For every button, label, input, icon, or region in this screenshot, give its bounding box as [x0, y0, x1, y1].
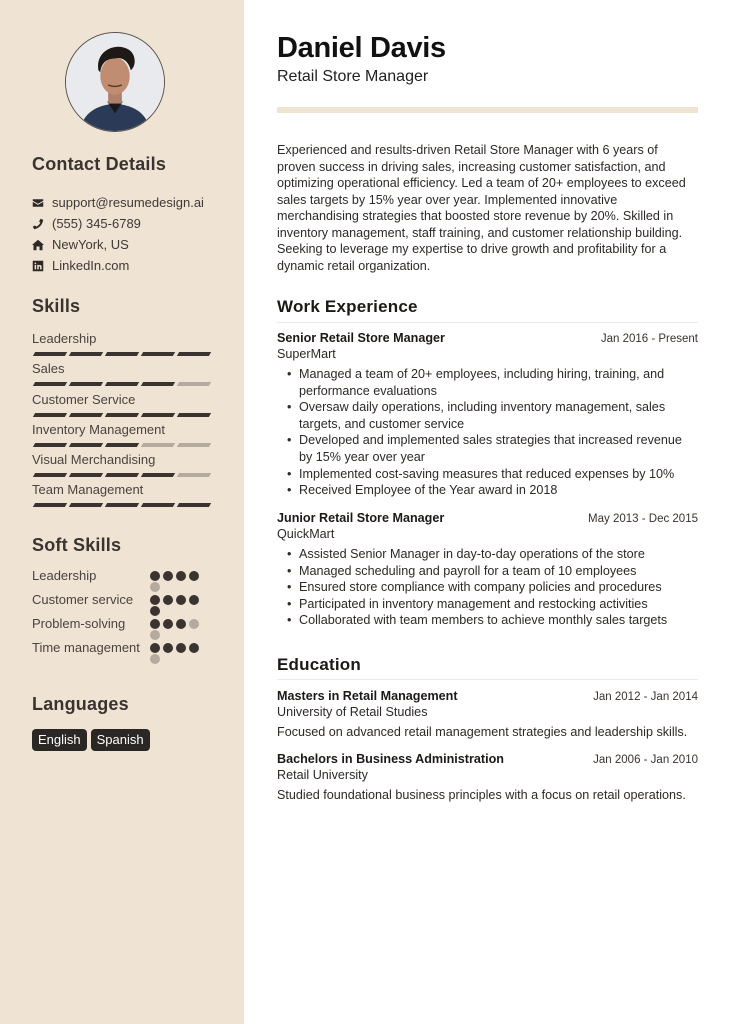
skill-bar-segment: [69, 413, 103, 417]
skill-bar-segment: [33, 413, 67, 417]
job-bullets: [277, 546, 698, 629]
soft-skills-list: [32, 568, 222, 664]
skill-bar-segment: [69, 473, 103, 477]
linkedin-icon: [32, 260, 52, 272]
skill-bar-segment: [105, 443, 139, 447]
skill-bar-segment: [105, 503, 139, 507]
skill-name: Inventory Management: [32, 421, 165, 437]
skill-item: [32, 360, 214, 390]
soft-skill-name: Leadership: [32, 568, 97, 583]
header-divider: [277, 107, 698, 113]
rating-dot-icon: [176, 571, 186, 581]
soft-skill-name: Time management: [32, 640, 140, 655]
soft-skill-item: [32, 592, 222, 616]
education-dates: Jan 2006 - Jan 2010: [593, 754, 698, 766]
skill-bar-segment: [33, 352, 67, 356]
candidate-name: Daniel Davis: [277, 32, 446, 64]
rating-dot-icon: [150, 595, 160, 605]
education-description: Focused on advanced retail management strategies and leadership skills.: [277, 725, 688, 739]
rating-dot-icon: [163, 619, 173, 629]
skill-level-bar: [32, 443, 214, 447]
job-title: Junior Retail Store Manager: [277, 511, 445, 525]
envelope-icon: [32, 197, 52, 209]
rating-dot-icon: [176, 619, 186, 629]
rating-dot-icon: [189, 619, 199, 629]
job-company: QuickMart: [277, 527, 335, 541]
skill-item: [32, 330, 214, 360]
job-bullet: • Implemented cost-saving measures that reduced expenses by 10%: [287, 466, 698, 483]
skill-bar-segment: [141, 503, 175, 507]
skills-list: [32, 330, 214, 512]
job-bullet: • Collaborated with team members to achieve monthly sales targets: [287, 612, 698, 629]
education-description: Studied foundational business principles with a focus on retail operations.: [277, 788, 686, 802]
job-bullet: • Assisted Senior Manager in day-to-day operations of the store: [287, 546, 698, 563]
skill-item: [32, 451, 214, 481]
language-tag: Spanish: [91, 729, 150, 751]
job-bullet: • Developed and implemented sales strategies that increased revenue by 15% year over year: [287, 432, 698, 465]
rating-dot-icon: [150, 582, 160, 592]
education-entry: [277, 689, 698, 741]
languages-list: [32, 729, 150, 751]
language-tag: English: [32, 729, 87, 751]
job-entry: [277, 511, 698, 629]
skill-level-bar: [32, 352, 214, 356]
skill-bar-segment: [177, 352, 211, 356]
education-dates: Jan 2012 - Jan 2014: [593, 691, 698, 703]
skills-section-title: Skills: [32, 296, 81, 316]
rating-dot-icon: [163, 571, 173, 581]
languages-section-title: Languages: [32, 694, 129, 714]
skill-item: [32, 481, 214, 511]
contact-section-title: Contact Details: [32, 154, 167, 174]
rating-dot-icon: [176, 643, 186, 653]
summary-text: Experienced and results-driven Retail Store Manager with 6 years of proven success in driving sales, increasing customer satisfaction, and optimizing operational efficiency. Led a team of 20+ employees to exceed sales targets by 15% year over year. Implemented innovative merchandising strategies that boosted store revenue by 20%. Skilled in inventory management, staff training, and customer relationship building. Seeking to leverage my expertise to drive growth and profitability for a dynamic retail organization.: [277, 143, 686, 273]
job-company: SuperMart: [277, 347, 336, 361]
job-dates: Jan 2016 - Present: [600, 333, 698, 345]
soft-skill-rating: [150, 640, 202, 664]
rating-dot-icon: [163, 595, 173, 605]
skill-bar-segment: [105, 382, 139, 386]
job-bullet: • Participated in inventory management and restocking activities: [287, 596, 698, 613]
job-bullet: • Managed a team of 20+ employees, including hiring, training, and performance evaluations: [287, 366, 698, 399]
contact-phone-text: (555) 345-6789: [52, 216, 141, 231]
rating-dot-icon: [150, 619, 160, 629]
skill-name: Team Management: [32, 482, 144, 498]
soft-skill-item: [32, 616, 222, 640]
home-icon: [32, 239, 52, 251]
rating-dot-icon: [150, 654, 160, 664]
skill-level-bar: [32, 413, 214, 417]
education-entry: [277, 752, 698, 804]
skill-bar-segment: [177, 382, 211, 386]
skill-name: Sales: [32, 361, 65, 377]
soft-skill-item: [32, 640, 222, 664]
school-name: University of Retail Studies: [277, 705, 428, 719]
rating-dot-icon: [150, 643, 160, 653]
contact-list: [32, 192, 232, 276]
skill-level-bar: [32, 503, 214, 507]
contact-email[interactable]: [32, 192, 232, 213]
skill-bar-segment: [177, 413, 211, 417]
skill-item: [32, 421, 214, 451]
degree-title: Bachelors in Business Administration: [277, 752, 504, 766]
skill-name: Visual Merchandising: [32, 452, 156, 468]
skill-bar-segment: [33, 473, 67, 477]
skill-bar-segment: [69, 503, 103, 507]
soft-skill-item: [32, 568, 222, 592]
job-bullet: • Received Employee of the Year award in 2018: [287, 482, 698, 499]
skill-bar-segment: [141, 413, 175, 417]
skill-bar-segment: [177, 443, 211, 447]
skill-bar-segment: [141, 443, 175, 447]
phone-icon: [32, 218, 52, 230]
contact-linkedin-text: LinkedIn.com: [52, 258, 130, 273]
skill-bar-segment: [105, 473, 139, 477]
job-bullet: • Ensured store compliance with company policies and procedures: [287, 579, 698, 596]
rating-dot-icon: [189, 643, 199, 653]
job-entry: [277, 331, 698, 499]
education-section-divider: [277, 679, 698, 680]
skill-level-bar: [32, 382, 214, 386]
skill-bar-segment: [33, 382, 67, 386]
soft-skill-name: Customer service: [32, 592, 134, 607]
job-bullet: • Oversaw daily operations, including inventory management, sales targets, and customer service: [287, 399, 698, 432]
skill-bar-segment: [69, 382, 103, 386]
job-dates: May 2013 - Dec 2015: [588, 513, 698, 525]
rating-dot-icon: [150, 606, 160, 616]
job-title: Senior Retail Store Manager: [277, 331, 445, 345]
skill-bar-segment: [177, 473, 211, 477]
candidate-title: Retail Store Manager: [277, 68, 429, 85]
skill-bar-segment: [141, 382, 175, 386]
soft-skill-name: Problem-solving: [32, 616, 126, 631]
contact-linkedin[interactable]: [32, 255, 232, 276]
skill-bar-segment: [105, 352, 139, 356]
work-section-title: Work Experience: [277, 297, 418, 316]
job-bullet: • Managed scheduling and payroll for a team of 10 employees: [287, 563, 698, 580]
degree-title: Masters in Retail Management: [277, 689, 458, 703]
skill-item: [32, 391, 214, 421]
skill-bar-segment: [105, 413, 139, 417]
avatar: [65, 32, 165, 132]
rating-dot-icon: [163, 643, 173, 653]
contact-email-text: support@resumedesign.ai: [52, 195, 204, 210]
skill-bar-segment: [69, 443, 103, 447]
soft-skills-section-title: Soft Skills: [32, 535, 122, 555]
contact-phone[interactable]: [32, 213, 232, 234]
rating-dot-icon: [150, 571, 160, 581]
rating-dot-icon: [189, 595, 199, 605]
soft-skill-rating: [150, 592, 202, 616]
rating-dot-icon: [150, 630, 160, 640]
skill-name: Leadership: [32, 331, 97, 346]
skill-bar-segment: [33, 443, 67, 447]
skill-bar-segment: [69, 352, 103, 356]
skill-bar-segment: [177, 503, 211, 507]
soft-skill-rating: [150, 616, 202, 640]
education-section-title: Education: [277, 655, 361, 674]
rating-dot-icon: [189, 571, 199, 581]
school-name: Retail University: [277, 768, 368, 782]
skill-level-bar: [32, 473, 214, 477]
contact-location-text: NewYork, US: [52, 237, 129, 252]
skill-bar-segment: [33, 503, 67, 507]
sidebar: [0, 0, 244, 1024]
job-bullets: [277, 366, 698, 499]
soft-skill-rating: [150, 568, 202, 592]
rating-dot-icon: [176, 595, 186, 605]
skill-name: Customer Service: [32, 391, 136, 407]
profile-photo-icon: [66, 33, 164, 131]
contact-location: [32, 234, 232, 255]
skill-bar-segment: [141, 352, 175, 356]
skill-bar-segment: [141, 473, 175, 477]
work-section-divider: [277, 322, 698, 323]
